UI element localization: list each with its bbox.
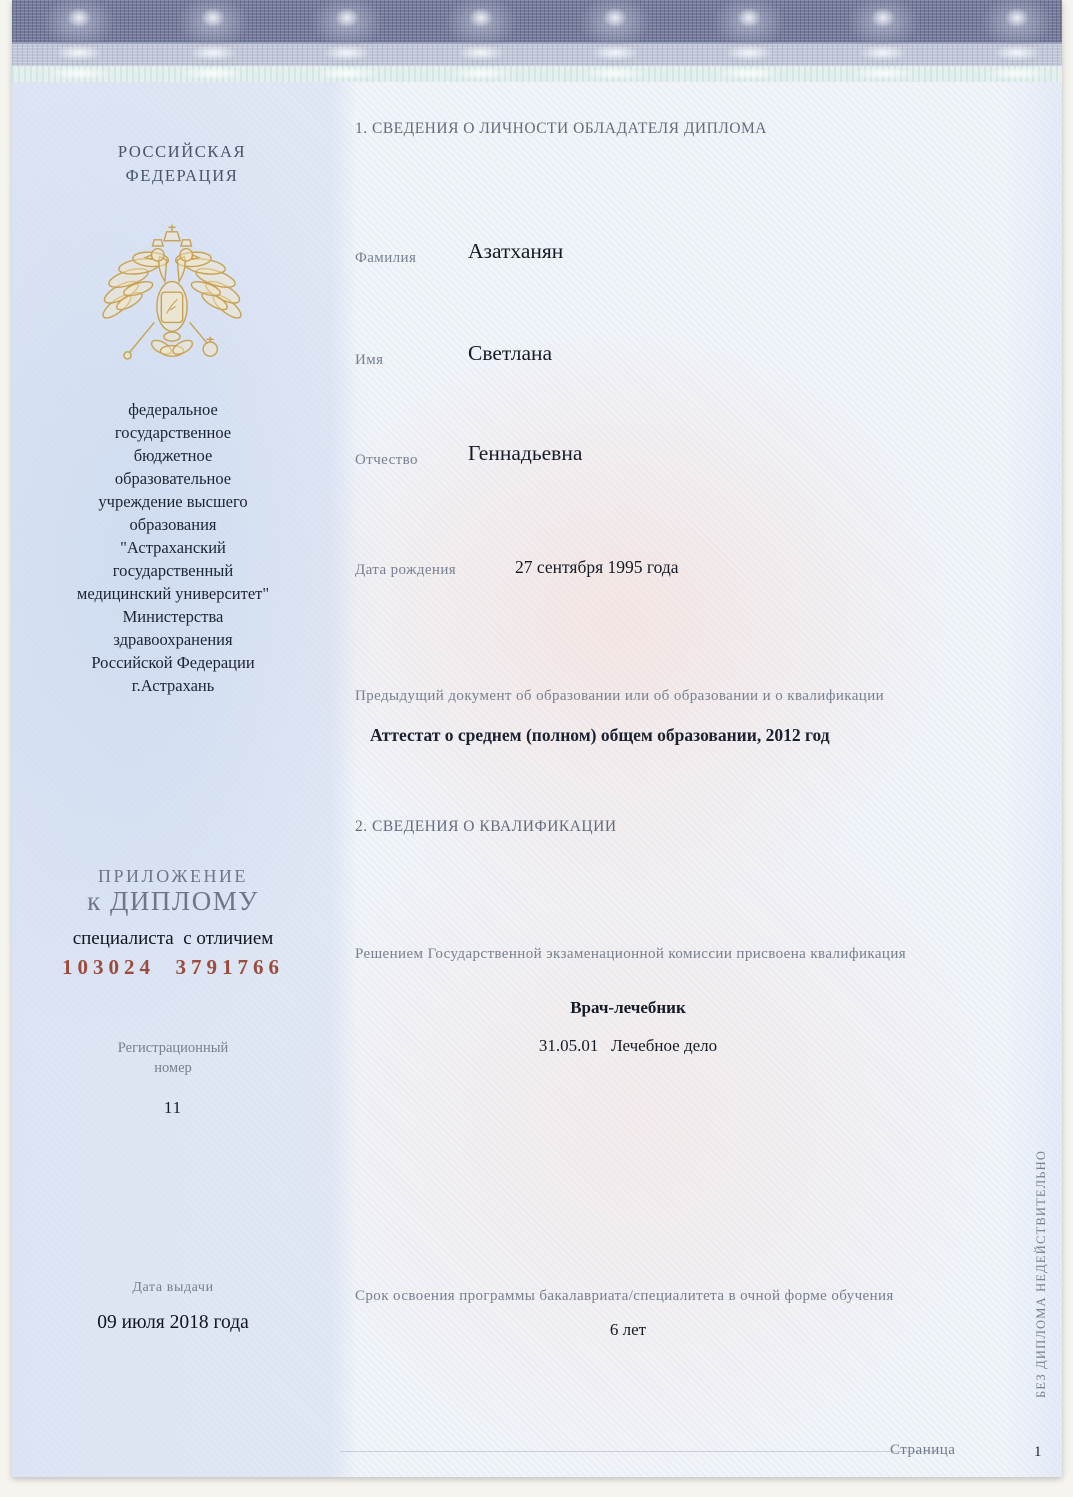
institution-line: образовательное — [114, 469, 232, 488]
country-title — [52, 140, 312, 188]
registration-number-value: 11 — [163, 1098, 183, 1117]
qualification-decision-text: Решением Государственной экзаменационной комиссии присвоена квалификация — [355, 946, 907, 962]
study-period-label: Срок освоения программы бакалавриата/специалитета в очной форме обучения — [355, 1288, 894, 1304]
patronymic-label: Отчество — [355, 452, 418, 468]
surname-value: Азатханян — [468, 239, 564, 263]
previous-document-label: Предыдущий документ об образовании или об образовании и о квалификации — [355, 688, 885, 704]
institution-line: образования — [129, 515, 217, 534]
section2-title: 2. СВЕДЕНИЯ О КВАЛИФИКАЦИИ — [355, 818, 617, 835]
country-line1: РОССИЙСКАЯ — [117, 142, 247, 161]
footer-divider — [340, 1451, 940, 1452]
issue-date-label: Дата выдачи — [132, 1280, 214, 1295]
page-number: 1 — [1034, 1444, 1042, 1460]
qualification-value: Врач-лечебник — [570, 998, 686, 1017]
void-without-diploma-watermark: БЕЗ ДИПЛОМА НЕДЕЙСТВИТЕЛЬНО — [1034, 1149, 1048, 1399]
guilloche-row-dark — [12, 0, 1062, 44]
birthdate-value: 27 сентября 1995 года — [515, 557, 679, 577]
institution-line: учреждение высшего — [98, 492, 248, 511]
supplement-title-line2: к ДИПЛОМУ — [87, 886, 259, 916]
institution-line: Российской Федерации — [91, 653, 255, 672]
guilloche-row-teal — [12, 66, 1062, 82]
firstname-label: Имя — [355, 352, 384, 368]
registration-number-label — [20, 1038, 326, 1078]
document-number: 103024 3791766 — [62, 955, 284, 979]
guilloche-border — [12, 0, 1062, 80]
firstname-value: Светлана — [468, 341, 553, 365]
institution-line: бюджетное — [133, 446, 213, 465]
institution-line: здравоохранения — [113, 630, 233, 649]
section1-title: 1. СВЕДЕНИЯ О ЛИЧНОСТИ ОБЛАДАТЕЛЯ ДИПЛОМА — [355, 120, 768, 137]
diploma-supplement-page — [12, 0, 1062, 1477]
registration-label-line2: номер — [154, 1060, 192, 1076]
surname-label: Фамилия — [355, 250, 417, 266]
registration-label-line1: Регистрационный — [117, 1040, 229, 1056]
institution-line: медицинский университет" — [76, 584, 270, 603]
issue-date-value: 09 июля 2018 года — [97, 1312, 249, 1333]
previous-document-value: Аттестат о среднем (полном) общем образовании, 2012 год — [370, 725, 830, 745]
institution-line: государственное — [114, 423, 232, 442]
study-period-value: 6 лет — [609, 1320, 647, 1339]
page-label: Страница — [890, 1442, 956, 1458]
russia-coat-of-arms-icon — [92, 216, 252, 388]
country-line2: ФЕДЕРАЦИЯ — [125, 166, 239, 185]
institution-line: "Астраханский — [120, 538, 226, 557]
birthdate-label: Дата рождения — [355, 562, 457, 578]
institution-line: Министерства — [122, 607, 224, 626]
guilloche-row-light — [12, 44, 1062, 66]
institution-line: государственный — [112, 561, 234, 580]
specialty-value: 31.05.01 Лечебное дело — [538, 1036, 718, 1055]
patronymic-value: Геннадьевна — [468, 441, 583, 465]
supplement-title-line1: ПРИЛОЖЕНИЕ — [98, 866, 248, 886]
institution-line: г.Астрахань — [131, 676, 215, 695]
institution-name — [20, 398, 326, 697]
supplement-subtitle: специалиста с отличием — [72, 928, 274, 949]
institution-line: федеральное — [128, 400, 218, 419]
